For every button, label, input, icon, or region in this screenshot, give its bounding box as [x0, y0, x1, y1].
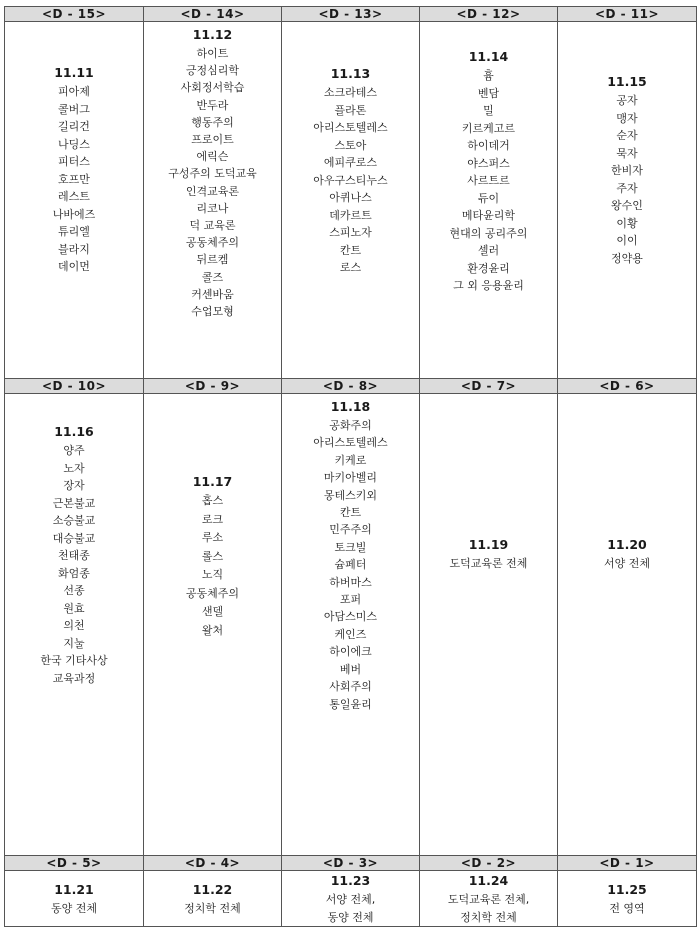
topic-item: 한비자	[611, 164, 643, 177]
topic-item: 칸트	[339, 506, 362, 520]
topic-item: 선종	[63, 584, 85, 597]
date-label: 11.11	[54, 65, 94, 80]
date-label: 11.18	[330, 399, 371, 414]
topic-item: 흄	[483, 69, 494, 82]
schedule-cell	[282, 22, 420, 379]
topic-item: 행동주의	[191, 115, 234, 129]
topic-item: 로스	[339, 261, 362, 274]
topic-item: 전 영역	[609, 902, 645, 915]
topic-item: 리코나	[196, 201, 229, 215]
topic-item: 민주주의	[329, 523, 372, 537]
topic-item: 레스트	[58, 190, 90, 203]
topic-item: 수업모형	[191, 305, 234, 319]
topic-item: 하버마스	[329, 575, 372, 589]
topic-item: 그 외 응용윤리	[453, 279, 524, 292]
topic-item: 데카르트	[329, 208, 372, 222]
schedule-cell	[558, 22, 697, 379]
date-label: 11.25	[607, 882, 647, 897]
topic-item: 근본불교	[52, 496, 96, 510]
topic-item: 소크라테스	[323, 86, 378, 99]
topic-item: 포퍼	[339, 593, 362, 607]
schedule-cell	[144, 22, 282, 379]
topic-item: 피터스	[58, 155, 90, 168]
topic-item: 나바에즈	[52, 207, 96, 221]
date-label: 11.24	[468, 873, 509, 888]
topic-item: 홉스	[201, 494, 224, 507]
topic-item: 노자	[63, 461, 85, 475]
topic-item: 천태종	[58, 549, 90, 562]
topic-item: 토크빌	[334, 540, 367, 554]
day-countdown-header: <D - 11>	[558, 7, 697, 22]
date-label: 11.14	[468, 49, 509, 64]
topic-item: 콜버그	[58, 102, 90, 116]
topic-item: 루소	[201, 531, 224, 544]
day-countdown-header: <D - 2>	[420, 856, 558, 871]
content-row	[5, 22, 697, 379]
topic-item: 셀러	[477, 244, 500, 257]
topic-item: 서양 전체	[603, 557, 650, 570]
day-countdown-header: <D - 8>	[282, 379, 420, 394]
topic-item: 구성주의 도덕교육	[168, 167, 257, 181]
topic-item: 왕수인	[611, 199, 643, 212]
date-label: 11.16	[54, 424, 94, 439]
topic-item: 아우구스티누스	[313, 173, 388, 187]
topic-item: 콜즈	[201, 270, 224, 284]
topic-item: 밀	[483, 104, 494, 117]
topic-item: 교육과정	[52, 671, 96, 685]
topic-item: 순자	[616, 129, 638, 142]
topic-item: 이황	[616, 216, 638, 230]
topic-item: 롤스	[201, 549, 224, 563]
topic-item: 하이에크	[329, 645, 372, 659]
day-countdown-header: <D - 5>	[5, 856, 144, 871]
day-countdown-header: <D - 3>	[282, 856, 420, 871]
content-row	[5, 871, 697, 927]
topic-item: 도덕교육론 전체	[449, 557, 528, 570]
topic-item: 아리스토텔레스	[313, 121, 388, 134]
day-countdown-header: <D - 13>	[282, 7, 420, 22]
date-label: 11.15	[607, 74, 647, 89]
topic-item: 서양 전체,	[325, 893, 376, 906]
topic-item: 화엄종	[58, 566, 90, 580]
header-row	[5, 856, 697, 871]
topic-item: 주자	[616, 181, 638, 195]
topic-item: 덕 교육론	[189, 219, 236, 233]
topic-item: 현대의 공리주의	[449, 226, 528, 240]
topic-item: 양주	[63, 444, 85, 457]
topic-item: 호프만	[58, 172, 90, 186]
date-label: 11.20	[607, 537, 647, 552]
schedule-cell	[558, 871, 697, 927]
day-countdown-header: <D - 7>	[420, 379, 558, 394]
topic-item: 로크	[201, 512, 224, 526]
topic-item: 스피노자	[329, 226, 372, 239]
topic-item: 맹자	[616, 111, 638, 125]
schedule-cell	[420, 871, 558, 927]
day-countdown-header: <D - 9>	[144, 379, 282, 394]
day-countdown-header: <D - 4>	[144, 856, 282, 871]
header-row	[5, 379, 697, 394]
topic-item: 몽테스키외	[323, 488, 378, 502]
schedule-cell	[144, 394, 282, 856]
topic-item: 긍정심리학	[185, 64, 240, 78]
topic-item: 왈처	[201, 623, 224, 637]
day-countdown-header: <D - 12>	[420, 7, 558, 22]
topic-item: 장자	[63, 479, 85, 492]
topic-item: 뒤르켐	[196, 253, 229, 267]
date-label: 11.17	[192, 474, 233, 489]
topic-item: 플라톤	[334, 103, 367, 117]
topic-item: 동양 전체	[327, 910, 374, 924]
topic-item: 스토아	[334, 138, 367, 152]
day-countdown-header: <D - 15>	[5, 7, 144, 22]
schedule-cell	[558, 394, 697, 856]
schedule-grid	[4, 6, 697, 927]
topic-item: 동양 전체	[50, 902, 97, 915]
topic-item: 정치학 전체	[184, 902, 241, 915]
topic-item: 데이먼	[58, 260, 90, 273]
topic-item: 공자	[616, 94, 638, 107]
topic-item: 나딩스	[58, 137, 90, 151]
topic-item: 하이데거	[467, 139, 510, 152]
topic-item: 반두라	[196, 98, 229, 112]
topic-item: 피아제	[58, 85, 90, 98]
topic-item: 환경윤리	[467, 261, 510, 275]
schedule-cell	[5, 394, 144, 856]
topic-item: 칸트	[339, 243, 362, 257]
schedule-cell	[5, 871, 144, 927]
topic-item: 아담스미스	[323, 610, 378, 624]
schedule-cell	[282, 394, 420, 856]
topic-item: 키케로	[334, 453, 367, 467]
topic-item: 블라지	[58, 242, 90, 256]
topic-item: 마키아벨리	[323, 471, 378, 485]
topic-item: 지눌	[63, 636, 85, 650]
topic-item: 정치학 전체	[460, 910, 517, 924]
topic-item: 소승불교	[52, 514, 96, 527]
topic-item: 공화주의	[329, 419, 372, 432]
day-countdown-header: <D - 14>	[144, 7, 282, 22]
date-label: 11.21	[54, 882, 94, 897]
schedule-cell	[420, 394, 558, 856]
topic-item: 도덕교육론 전체,	[447, 893, 530, 906]
day-countdown-header: <D - 6>	[558, 379, 697, 394]
topic-item: 정약용	[611, 251, 643, 265]
topic-item: 키르케고르	[461, 121, 516, 135]
topic-item: 사르트르	[467, 174, 510, 187]
topic-item: 이이	[616, 234, 638, 247]
topic-item: 프로이트	[191, 133, 234, 147]
date-label: 11.23	[330, 873, 371, 888]
topic-item: 의천	[63, 619, 85, 632]
date-label: 11.12	[192, 27, 233, 42]
schedule-cell	[420, 22, 558, 379]
topic-item: 슘페터	[334, 558, 367, 572]
topic-item: 아리스토텔레스	[313, 436, 388, 450]
date-label: 11.22	[192, 882, 233, 897]
day-countdown-header: <D - 1>	[558, 856, 697, 871]
topic-item: 노직	[201, 568, 224, 581]
topic-item: 에피쿠로스	[323, 156, 378, 169]
topic-item: 커센바움	[191, 287, 234, 301]
topic-item: 사회주의	[329, 680, 372, 694]
topic-item: 공동체주의	[185, 236, 240, 250]
topic-item: 인격교육론	[185, 184, 240, 198]
topic-item: 듀이	[477, 191, 500, 205]
schedule-cell	[144, 871, 282, 927]
topic-item: 원효	[63, 601, 85, 615]
topic-item: 공동체주의	[185, 586, 240, 600]
schedule-cell	[5, 22, 144, 379]
topic-item: 길리건	[58, 120, 90, 133]
topic-item: 통일윤리	[329, 697, 372, 711]
schedule-cell	[282, 871, 420, 927]
topic-item: 한국 기타사상	[40, 654, 108, 667]
topic-item: 벤담	[477, 86, 500, 100]
topic-item: 에릭슨	[196, 150, 229, 164]
header-row	[5, 7, 697, 22]
topic-item: 베버	[339, 662, 362, 676]
content-row	[5, 394, 697, 856]
topic-item: 케인즈	[334, 627, 367, 641]
topic-item: 야스퍼스	[467, 156, 510, 170]
study-schedule-table	[4, 6, 696, 924]
topic-item: 하이트	[196, 47, 229, 60]
topic-item: 튜리엘	[58, 225, 90, 238]
date-label: 11.13	[330, 66, 371, 81]
day-countdown-header: <D - 10>	[5, 379, 144, 394]
topic-item: 사회정서학습	[180, 81, 245, 95]
topic-item: 아퀴나스	[329, 191, 372, 204]
topic-item: 샌델	[201, 605, 224, 618]
topic-item: 대승불교	[52, 531, 96, 545]
topic-item: 메타윤리학	[461, 209, 516, 222]
date-label: 11.19	[468, 537, 509, 552]
topic-item: 묵자	[616, 146, 638, 160]
